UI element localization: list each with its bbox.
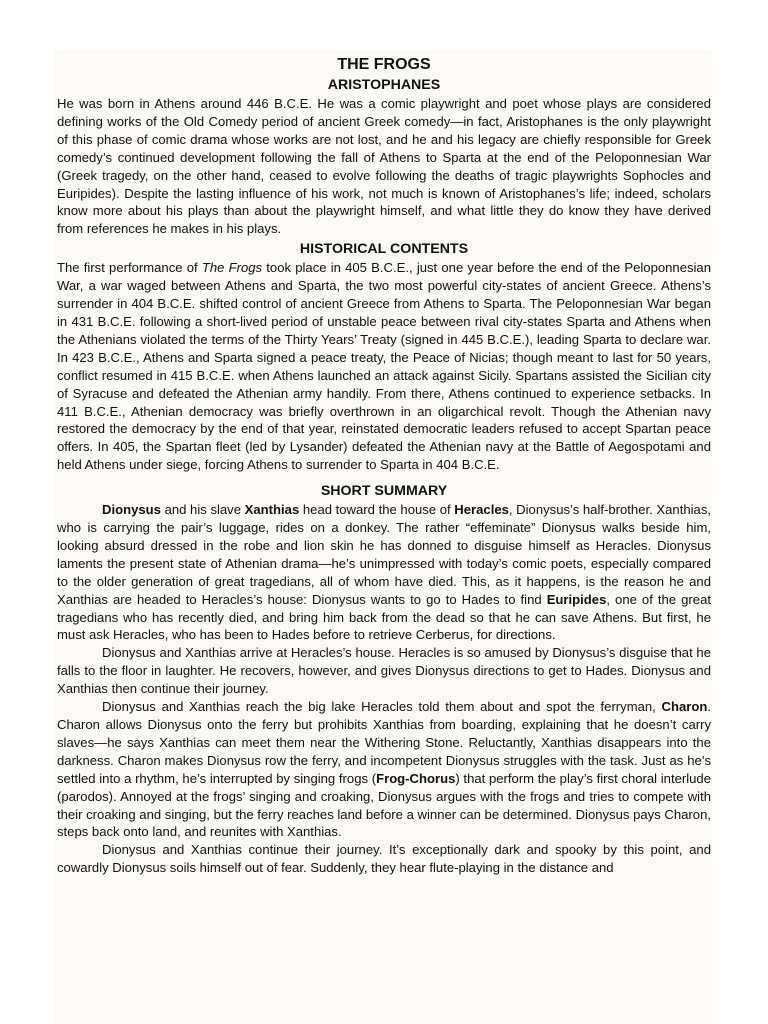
summary-paragraph-4: Dionysus and Xanthias continue their journey. It’s exceptionally dark and spooky by this point, and cowardly Dionysus soils himself out of fear. Suddenly, they hear flute-playing in the distance and <box>57 842 711 876</box>
summary-paragraph-3: Dionysus and Xanthias reach the big lake Heracles told them about and spot the ferryman, Charon. Charon allows Dionysus onto the ferry but prohibits Xanthias from boarding, explaining that he doesn’t carry slaves—he says Xanthias can meet them near the Withering Stone. Reluctantly, Xanthias disappears into the darkness. Charon makes Dionysus row the ferry, and incompetent Dionysus struggles with the task. Just as he’s settled into a rhythm, he’s interrupted by singing frogs (Frog-Chorus) that perform the play’s first choral interlude (parodos). Annoyed at the frogs’ singing and croaking, Dionysus argues with the frogs and tries to compete with their croaking and singing, but the ferry reaches land before a winner can be determined. Dionysus pays Charon, steps back onto land, and reunites with Xanthias. <box>57 699 711 840</box>
character-xanthias: Xanthias <box>244 502 300 518</box>
historical-paragraph: The first performance of The Frogs took place in 405 B.C.E., just one year before the end of the Peloponnesian War, a war waged between Athens and Sparta, the two most powerful city-states of ancient Greece. Athens’s surrender in 404 B.C.E. shifted control of ancient Greece from Athens to Sparta. The Peloponnesian War began in 431 B.C.E. following a short-lived period of unstable peace between rival city-states Sparta and Athens when the Athenians violated the terms of the Thirty Years’ Treaty (signed in 445 B.C.E.), leading Sparta to declare war. In 423 B.C.E., Athens and Sparta signed a peace treaty, the Peace of Nicias; though meant to last for 50 years, conflict resumed in 415 B.C.E. when Athens launched an attack against Sicily. Spartans assisted the Sicilian city of Syracuse and defeated the Athenian army handily. From there, Athens continued to experience setbacks. In 411 B.C.E., Athenian democracy was briefly overthrown in an oligarchical revolt. Though the Athenian navy restored the democracy by the end of that year, reinstated democratic leaders refused to accept Spartan peace offers. In 405, the Spartan fleet (led by Lysander) defeated the Athenian navy at the Battle of Aegospotami and held Athens under siege, forcing Athens to surrender to Sparta in 404 B.C.E. <box>57 260 711 473</box>
character-frog-chorus: Frog-Chorus <box>376 770 456 786</box>
biography-paragraph: He was born in Athens around 446 B.C.E. He was a comic playwright and poet whose plays are considered defining works of the Old Comedy period of ancient Greek comedy—in fact, Aristophanes is the only playwright of this phase of comic drama whose works are not lost, and he and his legacy are chiefly responsible for Greek comedy’s continued development following the fall of Athens to Sparta at the end of the Peloponnesian War (Greek tragedy, on the other hand, ceased to evolve following the deaths of tragic playwrights Sophocles and Euripides). Despite the lasting influence of his work, not much is known of Aristophanes’s life; indeed, scholars know more about his plays than about the playwright himself, and what little they do know they have derived from references he makes in his plays. <box>57 96 711 237</box>
historical-heading: HISTORICAL CONTENTS <box>299 241 469 258</box>
document-content <box>57 54 711 877</box>
summary-heading: SHORT SUMMARY <box>320 483 448 500</box>
summary-paragraph-2: Dionysus and Xanthias arrive at Heracles’s house. Heracles is so amused by Dionysus’s disguise that he falls to the floor in laughter. He recovers, however, and gives Dionysus directions to get to Hades. Dionysus and Xanthias then continue their journey. <box>57 645 711 697</box>
character-heracles: Heracles <box>454 502 509 518</box>
character-charon: Charon <box>661 699 708 715</box>
author-heading: ARISTOPHANES <box>327 77 441 93</box>
document-title: THE FROGS <box>337 56 431 73</box>
character-euripides: Euripides <box>546 591 607 607</box>
summary-paragraph-1: Dionysus and his slave Xanthias head toward the house of Heracles, Dionysus’s half-brother. Xanthias, who is carrying the pair’s luggage, rides on a donkey. The rather “effeminate” Dionysus walks beside him, looking absurd dressed in the robe and lion skin he has donned to disguise himself as Heracles. Dionysus laments the present state of Athenian drama—he’s unimpressed with today’s comic poets, especially compared to the older generation of great tragedians, all of whom have died. This, as it happens, is the reason he and Xanthias are headed to Heracles’s house: Dionysus wants to go to Hades to find Euripides, one of the great tragedians who has recently died, and bring him back from the dead so that he can save Athens. But first, he must ask Heracles, who has been to Hades before to retrieve Cerberus, for directions. <box>57 502 711 643</box>
character-dionysus: Dionysus <box>102 502 161 518</box>
play-title: The Frogs <box>201 260 263 276</box>
